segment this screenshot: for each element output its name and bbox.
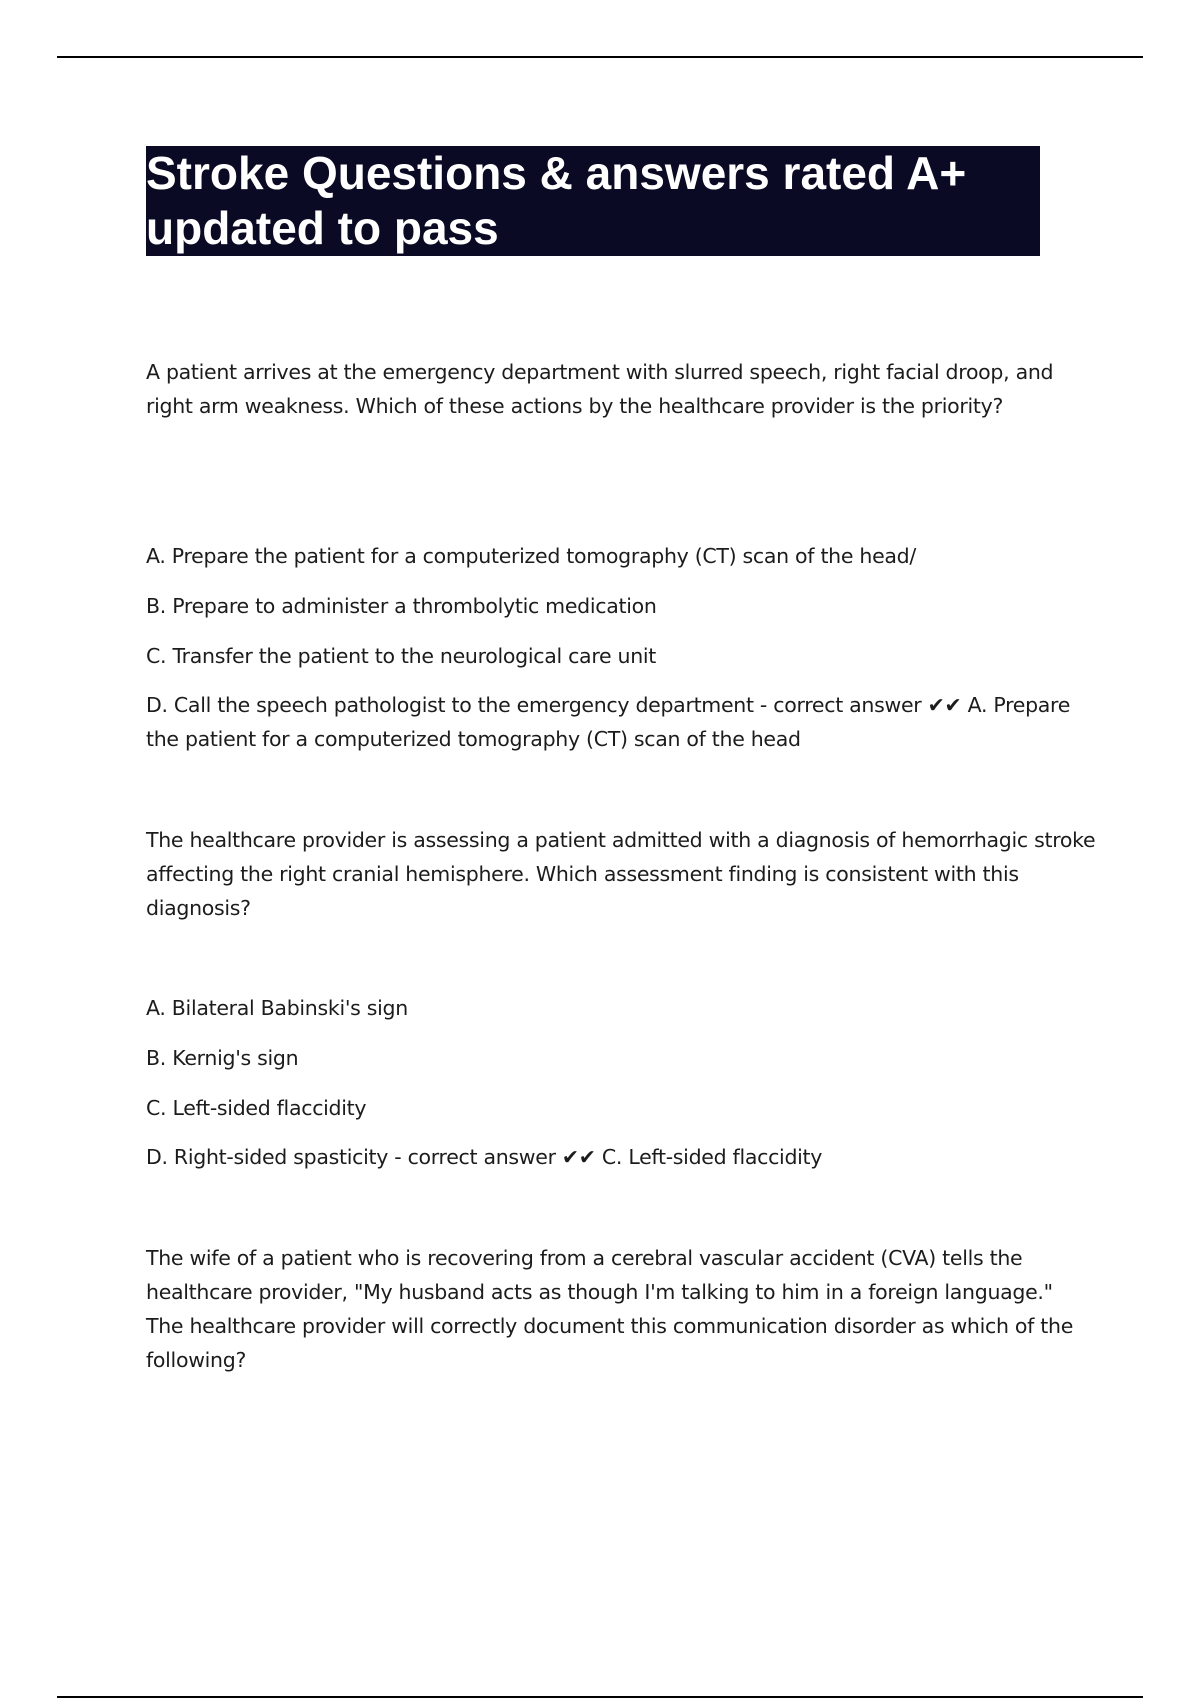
question-3-stem-block [146,1241,1096,1377]
question-2-option-c-block [146,1091,1096,1125]
question-1-option-b: B. Prepare to administer a thrombolytic medication [146,594,657,618]
question-1-option-d-block [146,688,1096,756]
question-1-option-a-block [146,539,1096,573]
question-2-option-b: B. Kernig's sign [146,1046,299,1070]
question-1-option-d: D. Call the speech pathologist to the emergency department - correct answer ✔✔ A. Prepare the patient for a computerized tomography (CT) scan of the head [146,693,1071,751]
question-2-option-d-block [146,1140,1096,1174]
question-1-stem-block [146,355,1096,423]
document-title: Stroke Questions & answers rated A+ updated to pass [146,147,967,254]
question-2-option-c: C. Left-sided flaccidity [146,1096,367,1120]
question-1-option-c: C. Transfer the patient to the neurological care unit [146,644,657,668]
question-2-option-d: D. Right-sided spasticity - correct answer ✔✔ C. Left-sided flaccidity [146,1145,823,1169]
question-1-option-c-block [146,639,1096,673]
question-2-option-b-block [146,1041,1096,1075]
title-banner [146,146,1040,256]
question-2-stem-block [146,823,1096,925]
question-1-stem: A patient arrives at the emergency department with slurred speech, right facial droop, and right arm weakness. Which of these actions by the healthcare provider is the priority? [146,360,1054,418]
bottom-rule [57,1696,1143,1698]
question-1-option-b-block [146,589,1096,623]
question-2-option-a-block [146,991,1096,1025]
top-rule [57,56,1143,58]
question-2-stem: The healthcare provider is assessing a patient admitted with a diagnosis of hemorrhagic stroke affecting the right cranial hemisphere. Which assessment finding is consistent with this diagnosis? [146,828,1096,920]
question-2-option-a: A. Bilateral Babinski's sign [146,996,408,1020]
question-3-stem: The wife of a patient who is recovering from a cerebral vascular accident (CVA) tells the healthcare provider, "My husband acts as though I'm talking to him in a foreign language." The healthcare provider will correctly document this communication disorder as which of the following? [146,1246,1074,1372]
question-1-option-a: A. Prepare the patient for a computerized tomography (CT) scan of the head/ [146,544,916,568]
